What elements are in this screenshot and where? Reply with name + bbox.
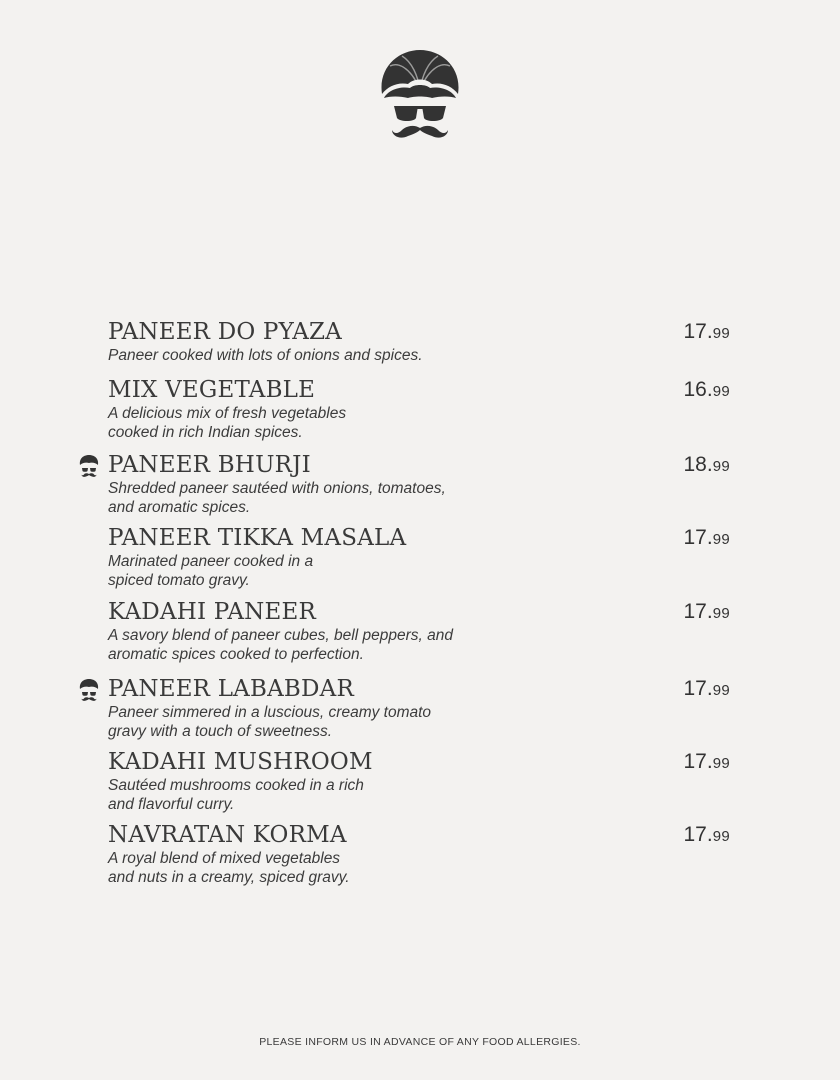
item-name: PANEER TIKKA MASALA — [108, 525, 407, 551]
item-name: KADAHI PANEER — [108, 599, 316, 625]
item-description: A royal blend of mixed vegetables and nuts in a creamy, spiced gravy. — [108, 850, 350, 886]
price-whole: 17. — [683, 600, 713, 623]
price-whole: 18. — [683, 453, 713, 476]
price-cents: 99 — [712, 682, 730, 699]
price-whole: 17. — [683, 320, 713, 343]
price-cents: 99 — [712, 755, 730, 772]
price-cents: 99 — [712, 458, 730, 475]
item-description: Paneer simmered in a luscious, creamy tomato gravy with a touch of sweetness. — [108, 704, 432, 740]
item-price — [684, 318, 731, 348]
price-whole: 16. — [683, 378, 713, 401]
item-price — [684, 598, 731, 628]
price-cents: 99 — [712, 383, 730, 400]
item-price — [684, 821, 731, 851]
item-name: MIX VEGETABLE — [108, 377, 316, 403]
turban-sunglasses-mustache-icon — [376, 46, 464, 142]
price-whole: 17. — [683, 526, 713, 549]
item-description: Shredded paneer sautéed with onions, tomatoes, and aromatic spices. — [108, 480, 446, 516]
price-cents: 99 — [712, 531, 730, 548]
item-price — [684, 451, 731, 481]
chef-signature-icon — [78, 454, 100, 478]
item-price — [684, 748, 731, 778]
item-name: PANEER BHURJI — [108, 452, 311, 478]
item-price — [684, 675, 731, 705]
brand-logo — [376, 46, 464, 142]
item-description: Marinated paneer cooked in a spiced tomato gravy. — [108, 553, 314, 589]
item-name: KADAHI MUSHROOM — [108, 749, 373, 775]
item-description: A savory blend of paneer cubes, bell peppers, and aromatic spices cooked to perfection. — [108, 627, 453, 663]
price-cents: 99 — [712, 605, 730, 622]
allergy-note: PLEASE INFORM US IN ADVANCE OF ANY FOOD ALLERGIES. — [259, 1036, 581, 1048]
item-description: Sautéed mushrooms cooked in a rich and flavorful curry. — [108, 777, 364, 813]
chef-signature-icon — [78, 678, 100, 702]
price-cents: 99 — [712, 325, 730, 342]
item-name: PANEER LABABDAR — [108, 676, 354, 702]
item-name: NAVRATAN KORMA — [108, 822, 347, 848]
item-name: PANEER DO PYAZA — [108, 319, 342, 345]
item-price — [684, 376, 731, 406]
item-description: Paneer cooked with lots of onions and spices. — [108, 347, 423, 364]
price-whole: 17. — [683, 677, 713, 700]
item-price — [684, 524, 731, 554]
price-cents: 99 — [712, 828, 730, 845]
item-description: A delicious mix of fresh vegetables cooked in rich Indian spices. — [108, 405, 347, 441]
price-whole: 17. — [683, 750, 713, 773]
price-whole: 17. — [683, 823, 713, 846]
